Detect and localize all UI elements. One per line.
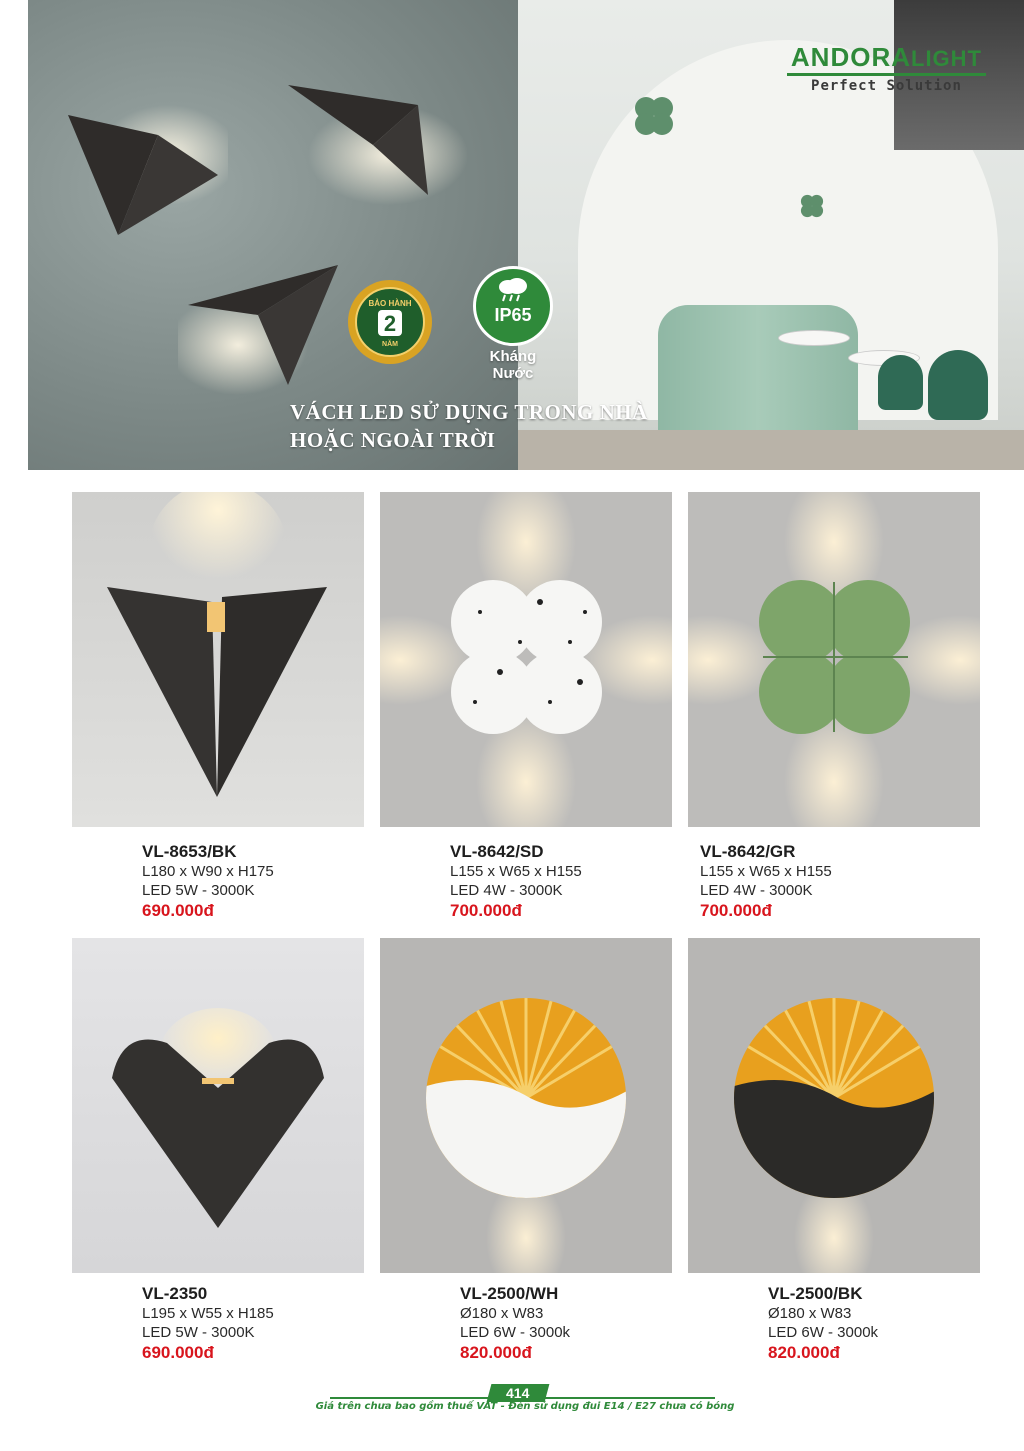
warranty-number: 2 — [383, 311, 397, 336]
product-code: VL-2350 — [142, 1284, 208, 1303]
product-info-vl-2350 — [142, 1284, 274, 1363]
brand-tagline: Perfect Solution — [811, 78, 962, 94]
ip-rating: IP65 — [494, 305, 532, 325]
product-led: LED 6W - 3000k — [768, 1324, 879, 1341]
product-photo-vl-2350 — [72, 938, 364, 1273]
brand-logo — [787, 42, 986, 94]
rain-cloud-icon — [496, 277, 530, 303]
heart-v-lamp-image — [72, 938, 364, 1273]
product-led: LED 5W - 3000K — [142, 1324, 255, 1341]
product-code: VL-8642/GR — [700, 842, 796, 861]
page-number: 414 — [506, 1385, 530, 1401]
product-dimensions: L155 x W65 x H155 — [700, 863, 832, 880]
product-photo-vl-8642-sd — [380, 492, 672, 827]
ip-badge — [468, 266, 558, 382]
product-dimensions: L180 x W90 x H175 — [142, 863, 274, 880]
warranty-bottom-text: NĂM — [382, 341, 398, 348]
product-info-vl-8642-gr — [700, 842, 832, 921]
product-led: LED 4W - 3000K — [450, 882, 563, 899]
product-info-vl-2500-wh — [460, 1284, 570, 1363]
product-photo-vl-2500-wh — [380, 938, 672, 1273]
hero-fixture-3 — [178, 255, 358, 405]
product-price: 690.000đ — [142, 901, 214, 920]
product-price: 820.000đ — [460, 1343, 532, 1362]
warranty-badge — [346, 278, 434, 366]
warranty-top-text: BẢO HÀNH — [368, 299, 412, 308]
fan-disc-lamp-black-image — [688, 938, 980, 1273]
hero-clover-lamp — [798, 192, 826, 220]
product-info-vl-8653-bk — [142, 842, 274, 921]
page-number-tab — [487, 1384, 550, 1402]
brand-name: ANDORA — [790, 42, 911, 72]
product-dimensions: Ø180 x W83 — [768, 1305, 852, 1322]
hero-chair — [878, 355, 923, 410]
ip-caption: Kháng Nước — [489, 348, 537, 382]
product-led: LED 5W - 3000K — [142, 882, 255, 899]
footer-note: Giá trên chưa bao gồm thuế VAT - Đèn sử dụng đui E14 / E27 chưa có bóng — [315, 1401, 735, 1412]
hero-banner — [28, 0, 1024, 470]
product-price: 690.000đ — [142, 1343, 214, 1362]
product-info-vl-8642-sd — [450, 842, 582, 921]
product-dimensions: L195 x W55 x H185 — [142, 1305, 274, 1322]
page-footer — [0, 1380, 1024, 1420]
hero-sofa — [658, 305, 858, 445]
product-code: VL-2500/BK — [768, 1284, 863, 1303]
v-cone-lamp-image — [72, 492, 364, 827]
product-price: 700.000đ — [450, 901, 522, 920]
hero-chair — [928, 350, 988, 420]
product-photo-vl-8642-gr — [688, 492, 980, 827]
hero-clover-lamp — [630, 92, 678, 140]
product-price: 820.000đ — [768, 1343, 840, 1362]
product-code: VL-8653/BK — [142, 842, 237, 861]
fan-disc-lamp-white-image — [380, 938, 672, 1273]
hero-fixture-1 — [58, 95, 228, 255]
product-price: 700.000đ — [700, 901, 772, 920]
hero-fixture-2 — [278, 75, 478, 215]
clover-lamp-green-image — [688, 492, 980, 827]
hero-caption — [290, 398, 648, 454]
product-info-vl-2500-bk — [768, 1284, 878, 1363]
product-dimensions: Ø180 x W83 — [460, 1305, 544, 1322]
hero-table — [778, 330, 850, 346]
product-photo-vl-8653-bk — [72, 492, 364, 827]
hero-caption-line2: HOẶC NGOÀI TRỜI — [290, 428, 496, 452]
product-dimensions: L155 x W65 x H155 — [450, 863, 582, 880]
product-led: LED 6W - 3000k — [460, 1324, 571, 1341]
product-code: VL-8642/SD — [450, 842, 544, 861]
product-photo-vl-2500-bk — [688, 938, 980, 1273]
product-code: VL-2500/WH — [460, 1284, 559, 1303]
hero-caption-line1: VÁCH LED SỬ DỤNG TRONG NHÀ — [290, 400, 648, 424]
product-led: LED 4W - 3000K — [700, 882, 813, 899]
brand-name-suffix: LIGHT — [911, 46, 982, 71]
clover-lamp-white-image — [380, 492, 672, 827]
